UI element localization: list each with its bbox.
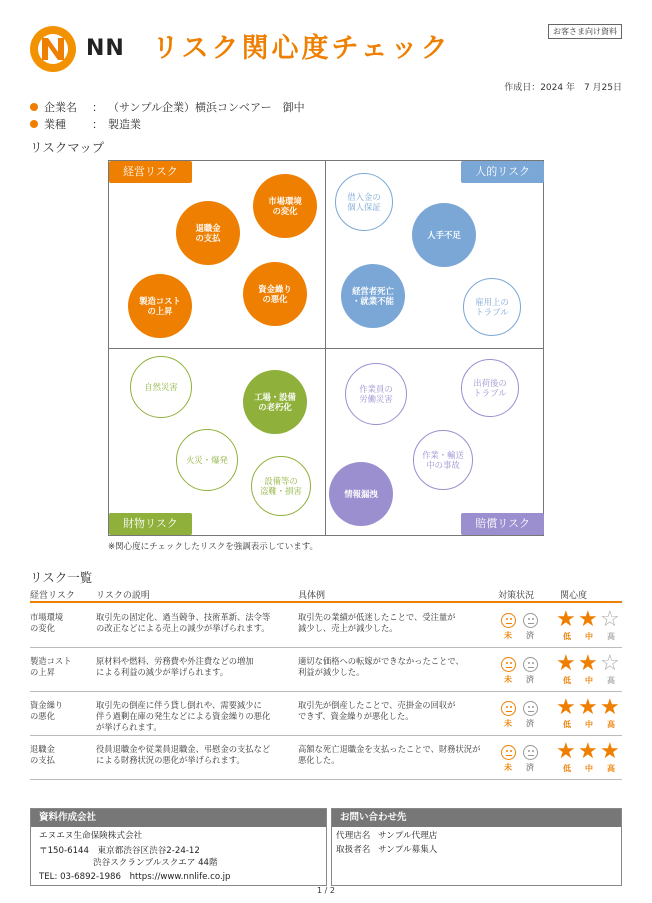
status-label: 済 — [526, 631, 534, 640]
level-label: 中 — [585, 676, 593, 685]
star-filled-icon[interactable]: ★ — [578, 739, 598, 764]
risk-circle-label: 製造コスト の上昇 — [139, 295, 181, 316]
risk-circle-label: 出荷後の トラブル — [473, 377, 507, 398]
risk-circle — [253, 174, 317, 238]
column-header: 経営リスク — [30, 591, 75, 601]
star-filled-icon[interactable]: ★ — [556, 607, 576, 632]
risk-circle — [176, 429, 238, 491]
risk-circle — [329, 462, 393, 526]
star-filled-icon[interactable]: ★ — [556, 651, 576, 676]
risk-circle-label: 資金繰り の悪化 — [258, 283, 292, 304]
risk-circle — [335, 173, 393, 231]
table-row — [30, 692, 622, 736]
status-label: 済 — [526, 719, 534, 728]
risk-circle — [130, 356, 192, 418]
audience-badge: お客さま向け資料 — [548, 24, 622, 39]
inquiry-box — [331, 808, 622, 886]
risk-example: 取引先が倒産したことで、売掛金の回収が できず、資金繰りが悪化した。 — [298, 700, 456, 722]
level-label: 中 — [585, 764, 593, 773]
table-row — [30, 648, 622, 692]
star-empty-icon[interactable]: ☆ — [600, 607, 620, 632]
column-header: 関心度 — [560, 591, 588, 601]
risk-circle-label: 自然災害 — [144, 381, 178, 392]
quadrant-label-liability: 賠償リスク — [461, 513, 544, 535]
bullet-icon — [30, 103, 38, 111]
status-face-icon[interactable] — [523, 657, 538, 672]
risk-description: 原材料や燃料、労務費や外注費などの増加 による利益の減少が挙げられます。 — [96, 656, 254, 678]
company-name-row — [30, 99, 305, 115]
status-face-active-icon[interactable] — [501, 657, 516, 672]
status-face-icon[interactable] — [523, 745, 538, 760]
handler-label: 取扱者名 — [336, 845, 371, 855]
map-note: ※関心度にチェックしたリスクを強調表示しています。 — [108, 542, 319, 552]
industry-label: 業種 — [44, 118, 66, 131]
risk-table-header — [30, 588, 622, 603]
risk-circle-label: 工場・設備 の老朽化 — [254, 391, 296, 412]
creator-company: エヌエヌ生命保険株式会社 — [39, 831, 143, 841]
level-label: 高 — [607, 676, 615, 685]
level-label: 中 — [585, 720, 593, 729]
table-row — [30, 604, 622, 648]
page-number: 1 / 2 — [317, 886, 335, 895]
map-divider-horizontal — [108, 348, 544, 349]
column-header: 具体例 — [298, 591, 326, 601]
company-name-label: 企業名 — [44, 101, 77, 114]
status-label: 済 — [526, 675, 534, 684]
status-label: 済 — [526, 763, 534, 772]
logo-text: NN — [86, 36, 125, 61]
inquiry-title: お問い合わせ先 — [332, 809, 621, 827]
risk-example: 高額な死亡退職金を支払ったことで、財務状況が 悪化した。 — [298, 744, 481, 766]
risk-example: 適切な価格への転嫁ができなかったことで、 利益が減少した。 — [298, 656, 464, 678]
risk-map-title: リスクマップ — [30, 140, 105, 155]
star-filled-icon[interactable]: ★ — [600, 695, 620, 720]
level-label: 低 — [563, 632, 571, 641]
creator-address-1: 〒150-6144 東京都渋谷区渋谷2-24-12 — [39, 846, 200, 856]
creator-contact: TEL: 03-6892-1986 https://www.nnlife.co.jp — [39, 872, 231, 882]
risk-circle-label: 設備等の 盗難・損害 — [260, 475, 302, 496]
risk-circle — [243, 262, 307, 326]
risk-example: 取引先の業績が低迷したことで、受注量が 減少し、売上が減少した。 — [298, 612, 456, 634]
risk-circle — [413, 430, 473, 490]
risk-circle — [463, 278, 521, 336]
risk-circle-label: 作業・輸送 中の事故 — [422, 449, 464, 470]
colon: ： — [92, 101, 103, 114]
page-title: リスク関心度チェック — [152, 33, 451, 64]
risk-description: 取引先の倒産に伴う貸し倒れや、需要減少に 伴う過剰在庫の発生などによる資金繰りの悪化 が挙げられます。 — [96, 700, 271, 733]
bullet-icon — [30, 120, 38, 128]
risk-circle-label: 雇用上の トラブル — [475, 296, 509, 317]
risk-description: 取引先の固定化、過当競争、技術革新、法令等 の改正などによる売上の減少が挙げられます。 — [96, 612, 271, 634]
star-filled-icon[interactable]: ★ — [578, 695, 598, 720]
risk-circle — [128, 274, 192, 338]
risk-circle — [243, 370, 307, 434]
nn-logo-icon — [28, 24, 78, 74]
risk-circle — [176, 201, 240, 265]
risk-circle-label: 作業員の 労働災害 — [359, 383, 393, 404]
risk-circle — [345, 363, 407, 425]
creation-date: 作成日：2024 年 7 月25日 — [504, 83, 622, 93]
risk-name: 製造コスト の上昇 — [30, 656, 72, 678]
risk-circle — [341, 264, 405, 328]
risk-circle-label: 火災・爆発 — [186, 454, 228, 465]
star-empty-icon[interactable]: ☆ — [600, 651, 620, 676]
level-label: 低 — [563, 720, 571, 729]
risk-circle — [251, 456, 311, 516]
quadrant-label-property: 財物リスク — [109, 513, 192, 535]
risk-circle-label: 市場環境 の変化 — [268, 195, 302, 216]
risk-name: 退職金 の支払 — [30, 744, 55, 766]
table-row — [30, 736, 622, 780]
level-label: 高 — [607, 764, 615, 773]
risk-circle — [412, 203, 476, 267]
star-filled-icon[interactable]: ★ — [556, 695, 576, 720]
status-face-active-icon[interactable] — [501, 613, 516, 628]
level-label: 低 — [563, 676, 571, 685]
industry-value: 製造業 — [108, 118, 141, 131]
level-label: 中 — [585, 632, 593, 641]
status-label: 未 — [504, 631, 512, 640]
status-face-icon[interactable] — [523, 613, 538, 628]
status-face-active-icon[interactable] — [501, 745, 516, 760]
risk-name: 資金繰り の悪化 — [30, 700, 64, 722]
risk-circle — [461, 359, 519, 417]
risk-list-title: リスク一覧 — [30, 570, 93, 585]
creator-address-2: 渋谷スクランブルスクエア 44階 — [93, 858, 218, 868]
status-label: 未 — [504, 675, 512, 684]
star-filled-icon[interactable]: ★ — [600, 739, 620, 764]
quadrant-label-management: 経営リスク — [109, 161, 192, 183]
status-face-active-icon[interactable] — [501, 701, 516, 716]
star-filled-icon[interactable]: ★ — [578, 607, 598, 632]
level-label: 高 — [607, 720, 615, 729]
colon: ： — [92, 118, 103, 131]
creator-title: 資料作成会社 — [31, 809, 326, 827]
creator-box — [30, 808, 327, 886]
risk-name: 市場環境 の変化 — [30, 612, 64, 634]
risk-circle-label: 情報漏洩 — [344, 488, 378, 499]
quadrant-label-personnel: 人的リスク — [461, 161, 544, 183]
status-face-icon[interactable] — [523, 701, 538, 716]
star-filled-icon[interactable]: ★ — [578, 651, 598, 676]
risk-circle-label: 経営者死亡 ・就業不能 — [352, 285, 394, 306]
risk-circle-label: 退職金 の支払 — [195, 222, 221, 243]
company-name-value: （サンプル企業）横浜コンベアー 御中 — [108, 101, 305, 114]
agency-value: サンプル代理店 — [378, 831, 438, 841]
industry-row — [30, 116, 141, 132]
status-label: 未 — [504, 763, 512, 772]
star-filled-icon[interactable]: ★ — [556, 739, 576, 764]
risk-description: 役員退職金や従業員退職金、弔慰金の支払など による財務状況の悪化が挙げられます。 — [96, 744, 271, 766]
agency-label: 代理店名 — [336, 831, 371, 841]
status-label: 未 — [504, 719, 512, 728]
risk-circle-label: 借入金の 個人保証 — [347, 191, 381, 212]
column-header: 対策状況 — [498, 591, 535, 601]
risk-circle-label: 人手不足 — [427, 229, 461, 240]
level-label: 高 — [607, 632, 615, 641]
level-label: 低 — [563, 764, 571, 773]
column-header: リスクの説明 — [96, 591, 150, 601]
handler-value: サンプル募集人 — [378, 845, 438, 855]
